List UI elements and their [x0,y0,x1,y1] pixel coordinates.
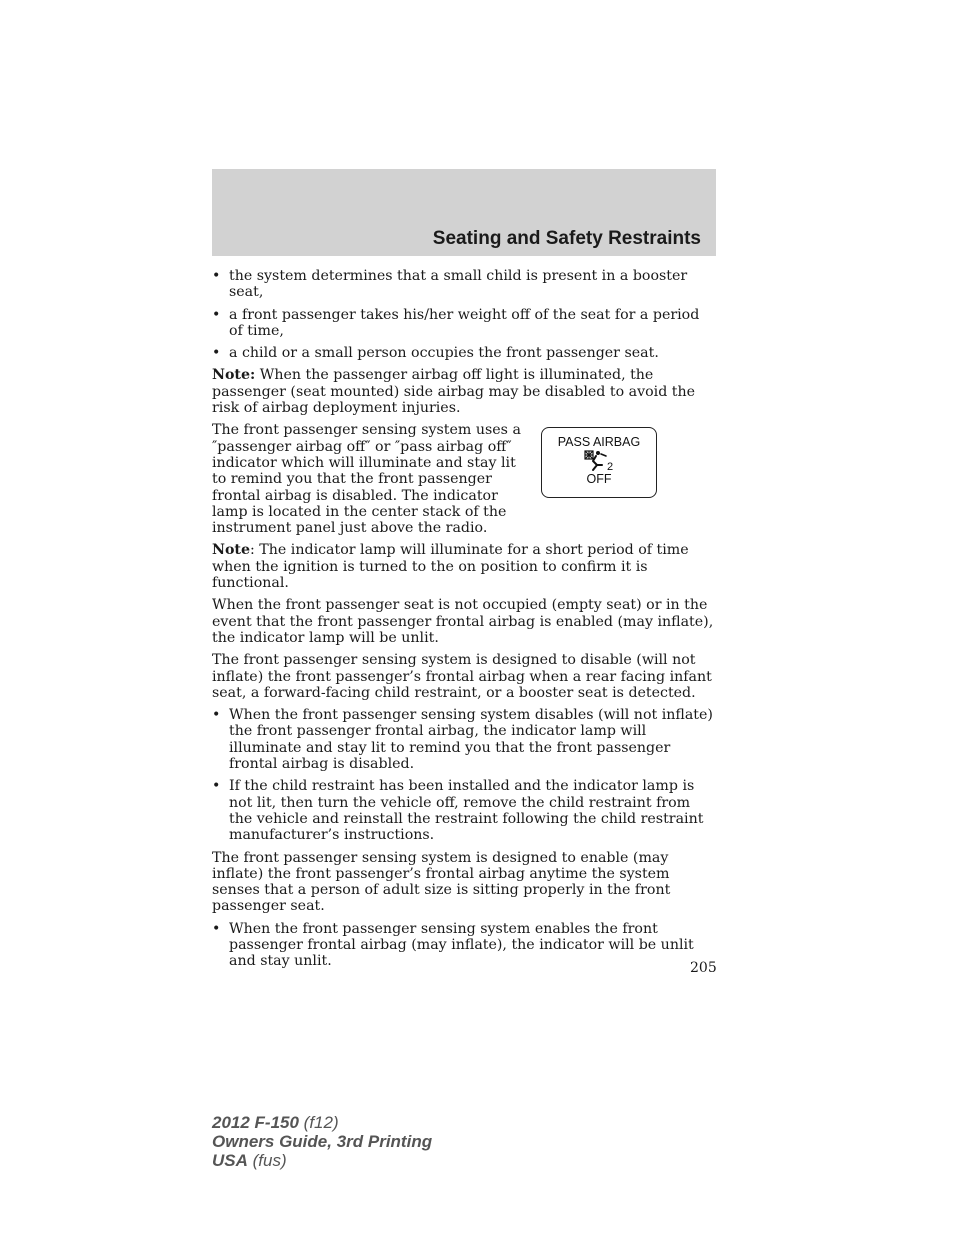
list-item: • a front passenger takes his/her weight off of the seat for a period of time, [212,307,716,340]
note-text: When the passenger airbag off light is illuminated, the passenger (seat mounted) side airbag may be disabled to avoid the risk of airbag deployment injuries. [212,367,696,417]
paragraph-disable: The front passenger sensing system is designed to disable (will not inflate) the front passenger’s frontal airbag when a rear facing infant seat, a forward-facing child restraint, or a booster seat is detected. [212,652,712,701]
section-title: Seating and Safety Restraints [432,228,701,249]
footer-line-guide: Owners Guide, 3rd Printing [212,1132,433,1151]
note-paragraph [212,542,716,591]
bullet-list-mid [212,707,716,843]
page-body [212,268,716,976]
pass-airbag-off-indicator [541,427,657,498]
list-item: • If the child restraint has been installed and the indicator lamp is not lit, then turn the vehicle off, remove the child restraint from the vehicle and reinstall the restraint following the child restraint manufacturer’s instructions. [212,778,716,843]
bullet-list-top [212,268,716,361]
page-number: 205 [690,960,717,976]
paragraph-unoccupied: When the front passenger seat is not occupied (empty seat) or in the event that the front passenger frontal airbag is enabled (may inflate), the indicator lamp will be unlit. [212,597,714,646]
footer-line-model: 2012 F-150 (f12) [212,1113,339,1132]
bullet-list-bottom [212,921,716,970]
footer-line-market: USA (fus) [212,1151,287,1170]
note-label: Note [212,542,251,559]
airbag-seat-icon [579,450,619,472]
list-item: • When the front passenger sensing system disables (will not inflate) the front passenger frontal airbag, the indicator lamp will illuminate and stay lit to remind you that the front passenger frontal airbag is disabled. [212,707,716,772]
note-text: : The indicator lamp will illuminate for a short period of time when the ignition is turned to the on position to confirm it is functional. [212,542,689,592]
note-paragraph [212,367,716,416]
section-header-band [212,169,716,256]
indicator-digit: 2 [607,461,614,473]
note-label: Note: [212,367,256,384]
paragraph-enable: The front passenger sensing system is designed to enable (may inflate) the front passenger’s frontal airbag anytime the system senses that a person of adult size is sitting properly in the front passenger seat. [212,849,671,915]
document-footer [212,1113,432,1170]
indicator-label-bottom: OFF [586,472,612,487]
indicator-section [212,422,716,536]
indicator-paragraph: The front passenger sensing system uses a ″passenger airbag off″ or ″pass airbag off″ indicator which will illuminate and stay lit to remind you that the front passenger frontal airbag is disabled. The indicator lamp is located in the center stack of the instrument panel just above the radio. [212,422,521,537]
indicator-label-top: PASS AIRBAG [557,435,641,450]
list-item: • When the front passenger sensing system enables the front passenger frontal airbag (may inflate), the indicator will be unlit and stay unlit. [212,921,716,970]
list-item: • the system determines that a small child is present in a booster seat, [212,268,716,301]
list-item: • a child or a small person occupies the front passenger seat. [212,345,716,361]
